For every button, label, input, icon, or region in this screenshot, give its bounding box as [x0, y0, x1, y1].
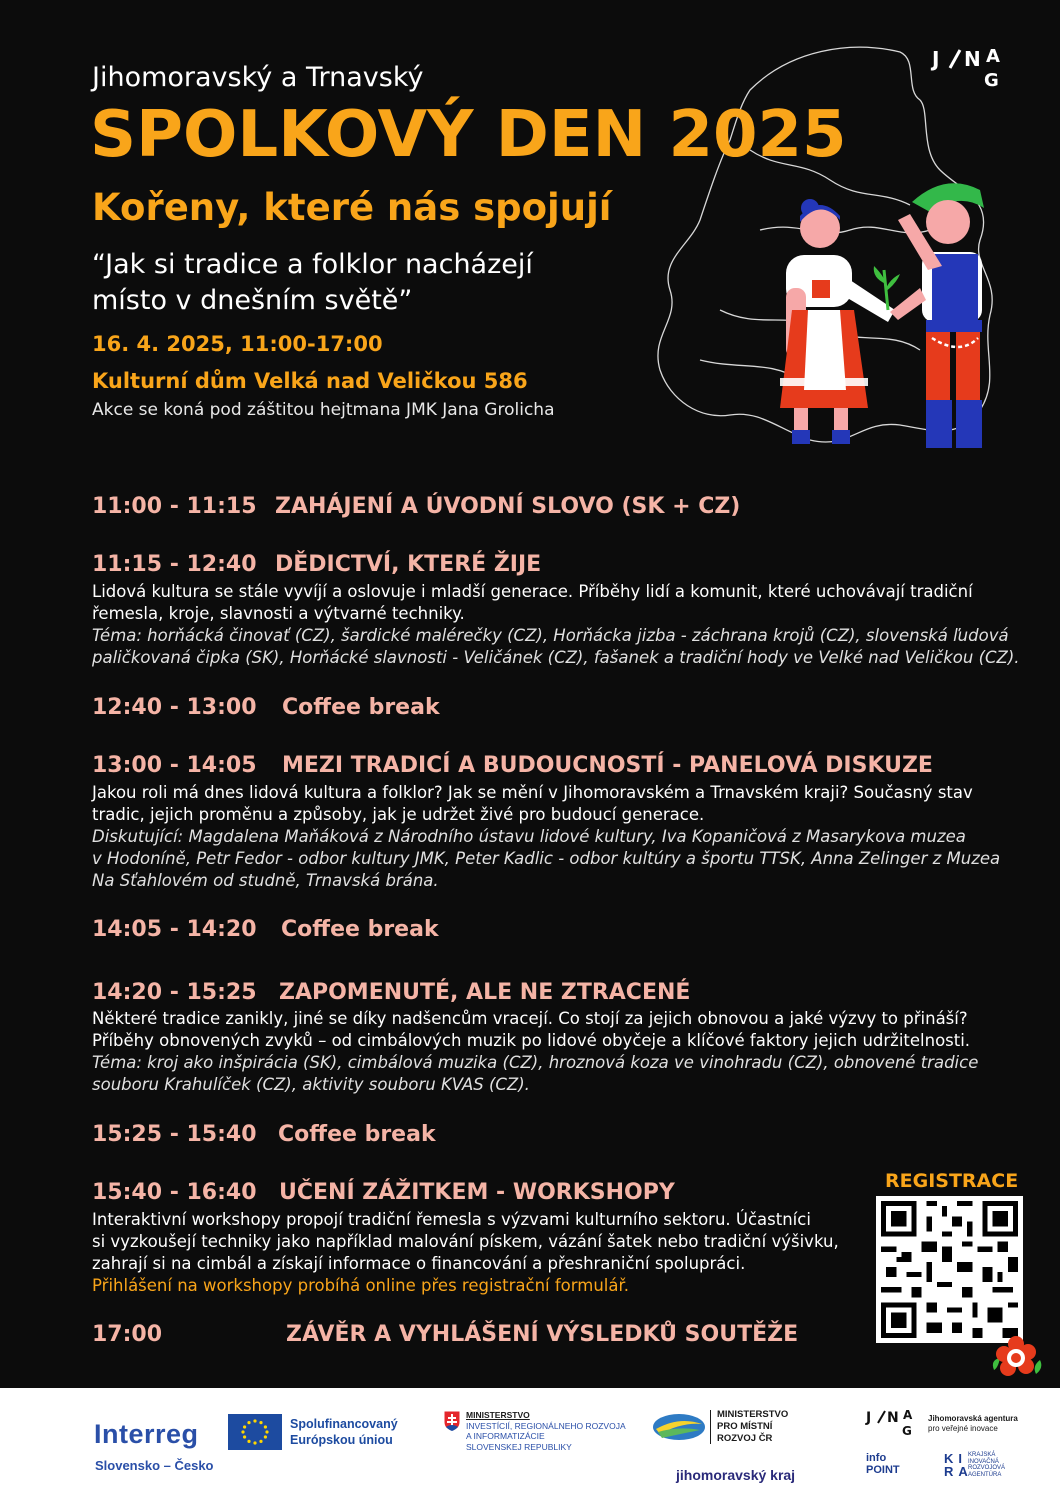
description-line: Jakou roli má dnes lidová kultura a folklor? Jak se mění v Jihomoravském a Trnavském kraji? Současný stav: [92, 783, 973, 802]
jinag-footer-logo: [864, 1406, 920, 1438]
svg-text:G: G: [984, 70, 999, 91]
eu-line: Spolufinancovaný: [290, 1417, 398, 1431]
infopoint-line: info: [866, 1452, 887, 1464]
program-title: DĚDICTVÍ, KTERÉ ŽIJE: [275, 552, 542, 577]
program-description-workshops: [92, 1209, 862, 1297]
topic-line: Téma: horňácká činovať (CZ), šardické malérečky (CZ), Horňácka jizba - záchrana krojů (CZ), slovenská ľudová: [92, 626, 1009, 645]
partner-logos-footer: [0, 1388, 1060, 1500]
description-line: tradic, jejich proměnu a způsoby, jak je udržet živé pro budoucí generace.: [92, 805, 705, 824]
program-time: 17:00: [92, 1322, 163, 1347]
jinag-line: Jihomoravská agentura: [928, 1414, 1018, 1423]
event-venue: Kulturní dům Velká nad Veličkou 586: [92, 369, 528, 393]
svg-text:J: J: [932, 47, 940, 71]
svg-text:A: A: [903, 1408, 913, 1422]
folk-couple-illustration: [760, 180, 1020, 455]
program-time: 14:05 - 14:20: [92, 917, 257, 942]
eu-flag-icon: [228, 1414, 282, 1450]
cz-ministry-line: ROZVOJ ČR: [717, 1433, 773, 1444]
infopoint-logo: [866, 1452, 900, 1476]
program-item-coffee-3: [92, 1122, 436, 1147]
event-patronage: Akce se koná pod záštitou hejtmana JMK Jana Grolicha: [92, 400, 555, 420]
program-title: ZAHÁJENÍ A ÚVODNÍ SLOVO (SK + CZ): [275, 494, 741, 519]
kira-line: INOVAČNÁ: [968, 1458, 999, 1465]
program-time: 11:15 - 12:40: [92, 552, 257, 577]
program-time: 11:00 - 11:15: [92, 494, 257, 519]
jinag-logo: [928, 42, 1008, 92]
topic-line: v Hodoníně, Petr Fedor - odbor kultury JMK, Peter Kadlic - odbor kultúry a športu TTSK, Anna Zelinger z Muzea: [92, 849, 1001, 868]
program-item-coffee-2: [92, 917, 439, 942]
slovak-coat-of-arms-icon: [443, 1410, 461, 1432]
jmk-logo: jihomoravský kraj: [676, 1467, 796, 1483]
description-line: Lidová kultura se stále vyvíjí a oslovuje i mladší generace. Příběhy lidí a komunit, které uchovávají tradiční: [92, 582, 973, 601]
program-item-forgotten: [92, 980, 691, 1005]
program-title: ZÁVĚR A VYHLÁŠENÍ VÝSLEDKŮ SOUTĚŽE: [286, 1322, 799, 1347]
jinag-line: pro veřejné inovace: [928, 1424, 998, 1433]
program-description-heritage: [92, 581, 1022, 669]
program-item-workshops: [92, 1180, 675, 1205]
svg-text:J: J: [866, 1410, 872, 1426]
sk-ministry-line: A INFORMATIZÁCIE: [466, 1431, 545, 1441]
infopoint-line: POINT: [866, 1464, 900, 1476]
program-title: Coffee break: [278, 1122, 436, 1147]
program-item-heritage: [92, 552, 542, 577]
program-title: MEZI TRADICÍ A BUDOUCNOSTÍ - PANELOVÁ DISKUZE: [282, 753, 933, 778]
cz-ministry-logo-icon: [652, 1412, 706, 1442]
sk-ministry-label: [466, 1410, 626, 1452]
registration-label: REGISTRACE: [885, 1170, 1019, 1192]
interreg-subtitle: Slovensko – Česko: [95, 1458, 214, 1473]
description-line: zahrají si na cimbál a získají informace o financování a přeshraniční spolupráci.: [92, 1254, 746, 1273]
sk-ministry-line: INVESTÍCIÍ, REGIONÁLNEHO ROZVOJA: [466, 1420, 626, 1431]
topic-line: Diskutující: Magdalena Maňáková z Národního ústavu lidové kultury, Iva Kopaničová z Masarykova muzea: [92, 827, 966, 846]
topic-line: Na Sťahlovém od studně, Trnavská brána.: [92, 871, 439, 890]
eu-cofinanced-label: [290, 1416, 398, 1448]
program-title: ZAPOMENUTÉ, ALE NE ZTRACENÉ: [279, 980, 691, 1005]
event-quote: [92, 247, 652, 319]
eu-line: Európskou úniou: [290, 1433, 393, 1447]
svg-text:N: N: [964, 47, 981, 71]
topic-line: souboru Krahulíček (CZ), aktivity souboru KVAS (CZ).: [92, 1075, 530, 1094]
logo-divider: [710, 1410, 711, 1444]
program-time: 15:25 - 15:40: [92, 1122, 257, 1147]
description-line: řemesla, kroje, slavnosti a výtvarné techniky.: [92, 604, 465, 623]
event-title: SPOLKOVÝ DEN 2025: [90, 98, 847, 172]
program-time: 14:20 - 15:25: [92, 980, 257, 1005]
flower-decoration: [986, 1330, 1046, 1386]
event-subtitle: Jihomoravský a Trnavský: [92, 62, 424, 93]
program-item-closing: [92, 1322, 799, 1347]
program-title: Coffee break: [282, 695, 440, 720]
kira-logo: KI RA: [944, 1451, 973, 1479]
description-line: Některé tradice zanikly, jiné se díky nadšencům vracejí. Co stojí za jejich obnovou a jaké výzvy to přináší?: [92, 1009, 968, 1028]
program-description-panel: [92, 782, 1022, 892]
sk-ministry-line: MINISTERSTVO: [466, 1410, 530, 1420]
svg-text:A: A: [986, 46, 1000, 67]
sk-ministry-line: SLOVENSKEJ REPUBLIKY: [466, 1441, 572, 1452]
jinag-agency-label: [928, 1414, 1018, 1434]
description-line: si vyzkoušejí techniky jako například malování pískem, vázání šatek nebo tradiční výšivku,: [92, 1232, 839, 1251]
description-line: Interaktivní workshopy propojí tradiční řemesla s výzvami kulturního sektoru. Účastníci: [92, 1210, 811, 1229]
program-title: Coffee break: [281, 917, 439, 942]
kira-line: AGENTÚRA: [968, 1471, 1002, 1478]
topic-line: Téma: kroj ako inšpirácia (SK), cimbálová muzika (CZ), hroznová koza ve vinohradu (CZ), obnovené tradice: [92, 1053, 979, 1072]
program-item-panel: [92, 753, 933, 778]
program-time: 15:40 - 16:40: [92, 1180, 257, 1205]
event-date: 16. 4. 2025, 11:00-17:00: [92, 332, 383, 356]
program-time: 12:40 - 13:00: [92, 695, 257, 720]
registration-note: Přihlášení na workshopy probíhá online přes registrační formulář.: [92, 1276, 629, 1295]
quote-line: “Jak si tradice a folklor nacházejí: [92, 249, 533, 280]
cz-ministry-label: [717, 1409, 788, 1445]
kira-line: ROZVOJOVÁ: [968, 1465, 1006, 1471]
registration-qr-code[interactable]: [876, 1196, 1023, 1343]
program-time: 13:00 - 14:05: [92, 753, 257, 778]
program-description-forgotten: [92, 1008, 1022, 1096]
quote-line: místo v dnešním světě”: [92, 285, 413, 316]
topic-line: paličkovaná čipka (SK), Horňácké slavnosti - Veličánek (CZ), fašanek a tradiční hody ve Velké nad Veličkou (CZ).: [92, 648, 1020, 667]
program-item-coffee-1: [92, 695, 440, 720]
program-title: UČENÍ ZÁŽITKEM - WORKSHOPY: [279, 1180, 675, 1205]
cz-ministry-line: MINISTERSTVO: [717, 1409, 789, 1420]
interreg-logo: Interreg: [94, 1419, 199, 1449]
kira-agency-label: [968, 1452, 1005, 1478]
event-slogan: Kořeny, které nás spojují: [92, 186, 612, 229]
program-item-opening: [92, 494, 741, 519]
cz-ministry-line: PRO MÍSTNÍ: [717, 1421, 773, 1432]
svg-text:N: N: [887, 1410, 899, 1426]
description-line: Příběhy obnovených zvyků – od cimbálových muzik po lidové obyčeje a klíčové faktory jejich udržitelnosti.: [92, 1031, 971, 1050]
kira-line: KRAJSKÁ: [968, 1452, 996, 1458]
svg-text:G: G: [902, 1424, 912, 1438]
